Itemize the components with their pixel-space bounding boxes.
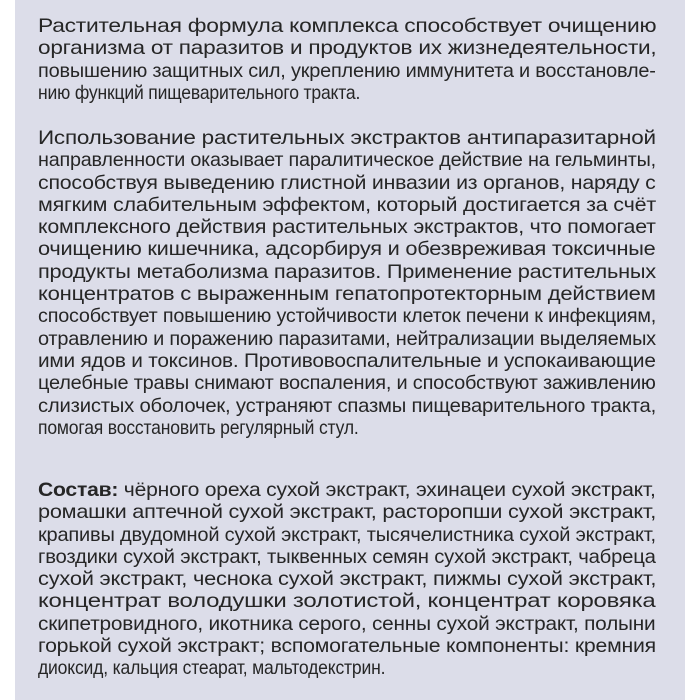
text-line: целебные травы снимают воспаления, и способствуют заживлению [38, 372, 656, 395]
text-line: Использование растительных экстрактов антипаразитарной [38, 127, 656, 149]
text-line: направленности оказывает паралитическое действие на гельминты, [38, 149, 656, 172]
text-line: способствуя выведению глистной инвазии из органов, наряду с [38, 171, 656, 194]
text-line: способствует повышению устойчивости клеток печени к инфекциям, [38, 305, 657, 328]
text-line: повышению защитных сил, укреплению иммунитета и восстановле- [38, 59, 656, 82]
text-line: скипетровидного, икотника серого, сенны сухой экстракт, полыни [38, 612, 656, 635]
paragraph-description [38, 127, 656, 439]
composition-label: Состав: [38, 479, 119, 501]
text-line: крапивы двудомной сухой экстракт, тысячелистника сухой экстракт, [38, 523, 656, 546]
text-line: отравлению и поражению паразитами, нейтрализации выделяемых [38, 327, 656, 350]
text-line: помогая восстановить регулярный стул. [38, 416, 359, 439]
text-line [38, 479, 656, 501]
text-line: концентрат володушки золотистой, концентрат коровяка [38, 590, 656, 613]
text-line: слизистых оболочек, устраняют спазмы пищеварительного тракта, [38, 394, 657, 417]
text-line: гвоздики сухой экстракт, тыквенных семян сухой экстракт, чабреца [38, 545, 656, 568]
text-line: концентратов с выраженным гепатопротекторным действием [38, 283, 656, 306]
text-line: комплексного действия растительных экстрактов, что помогает [38, 216, 656, 239]
text-line: ромашки аптечной сухой экстракт, расторопши сухой экстракт, [38, 501, 657, 524]
text-line: диоксид, кальция стеарат, мальтодекстрин. [38, 657, 386, 680]
text-line: ими ядов и токсинов. Противовоспалительные и успокаивающие [38, 349, 656, 372]
text-line: нию функций пищеварительного тракта. [38, 81, 361, 104]
text-line: сухой экстракт, чеснока сухой экстракт, пижмы сухой экстракт, [38, 568, 657, 591]
text-line: Растительная формула комплекса способствует очищению [38, 15, 657, 37]
text-line: очищению кишечника, адсорбируя и обезвреживая токсичные [38, 238, 656, 261]
text-line: горькой сухой экстракт; вспомогательные компоненты: кремния [38, 635, 656, 658]
text-line: организма от паразитов и продуктов их жизнедеятельности, [38, 37, 657, 60]
paragraph-intro [38, 15, 656, 104]
text-line: продукты метаболизма паразитов. Применение растительных [38, 260, 656, 283]
composition-text: чёрного ореха сухой экстракт, эхинацеи сухой экстракт, [118, 479, 656, 501]
composition-section [38, 479, 656, 680]
text-line: мягким слабительным эффектом, который достигается за счёт [38, 193, 656, 216]
